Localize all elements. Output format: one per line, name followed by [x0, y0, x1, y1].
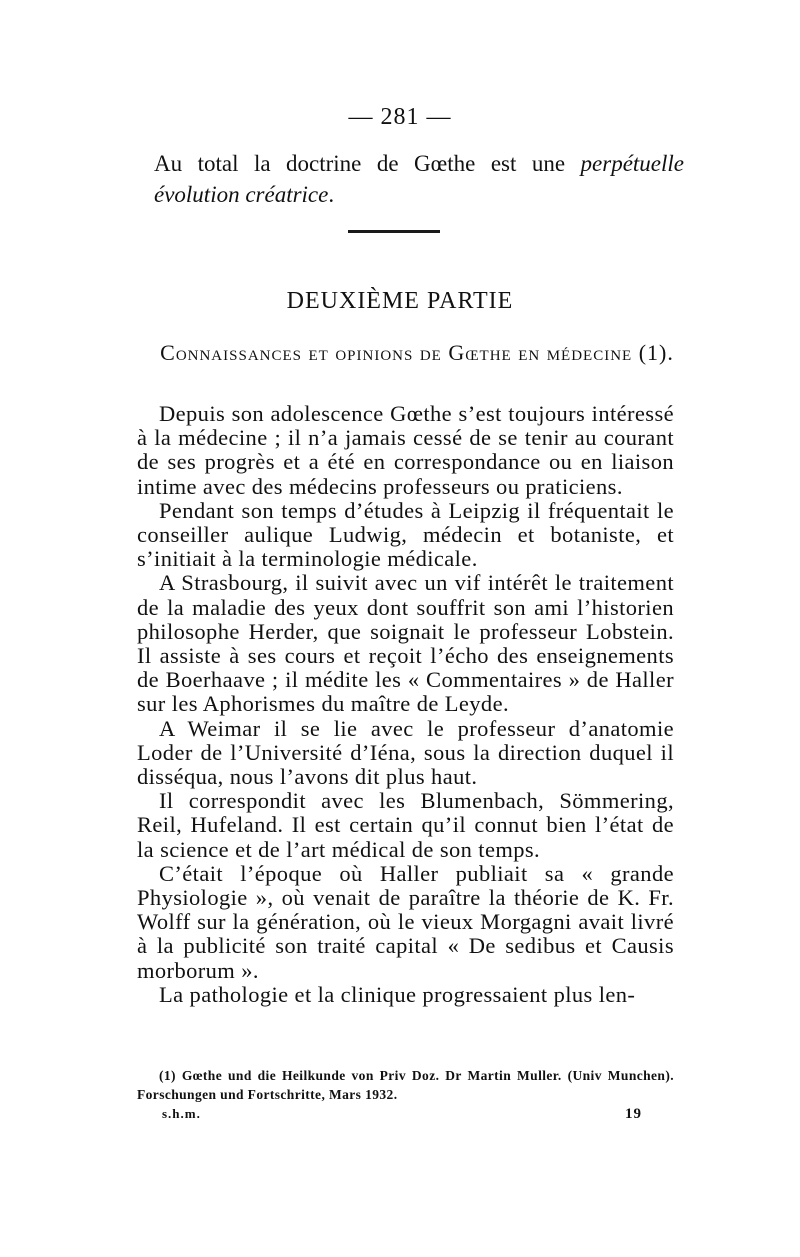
section-title: Connaissances et opinions de Gœthe en médecine (1).: [160, 340, 674, 365]
paragraph: Il correspondit avec les Blumenbach, Sömmering, Reil, Hufeland. Il est certain qu’il connut bien l’état de la science et de l’art médical de son temps.: [137, 788, 674, 862]
paragraph: Pendant son temps d’études à Leipzig il fréquentait le conseiller aulique Ludwig, médecin et botaniste, et s’initiait à la terminologie médicale.: [137, 497, 674, 572]
paragraph: C’était l’époque où Haller publiait sa « grande Physiologie », où venait de paraître la théorie de K. Fr. Wolff sur la génération, où le vieux Morgagni avait livré à la publicité son traité capital « De sedibus et Causis morborum ».: [137, 860, 674, 983]
footnotes: [137, 1066, 674, 1104]
opening-sentence: [154, 148, 684, 210]
part-title: DEUXIÈME PARTIE: [286, 288, 514, 314]
page-number: — 281 —: [348, 104, 452, 130]
opening-end: .: [328, 182, 335, 207]
signature-mark: s.h.m.: [162, 1106, 201, 1121]
paragraph: Depuis son adolescence Gœthe s’est toujours intéressé à la médecine ; il n’a jamais cessé de se tenir au courant de ses progrès et a été en correspondance ou en liaison intime avec des médecins professeurs ou praticiens.: [137, 401, 674, 499]
footnote: (1) Gœthe und die Heilkunde von Priv Doz. Dr Martin Muller. (Univ Munchen). Forschungen und Fortschritte, Mars 1932.: [137, 1068, 674, 1102]
opening-emphasis: perpétuelle évolution créatrice: [154, 151, 684, 207]
paragraph: A Weimar il se lie avec le professeur d’anatomie Loder de l’Université d’Iéna, sous la direction duquel il disséqua, nous l’avons dit plus haut.: [137, 715, 674, 790]
gathering-number: 19: [625, 1106, 642, 1122]
body-text: [137, 402, 674, 1007]
paragraph: La pathologie et la clinique progressaient plus len-: [159, 981, 636, 1007]
opening-text: Au total la doctrine de Gœthe est une: [154, 151, 581, 176]
section-divider-rule: [348, 230, 440, 233]
paragraph: A Strasbourg, il suivit avec un vif intérêt le traitement de la maladie des yeux dont souffrit son ami l’historien philosophe Herder, que soignait le professeur Lobstein. Il assiste à ses cours et reçoit l’écho des enseignements de Boerhaave ; il médite les « Commentaires » de Haller sur les Aphorismes du maître de Leyde.: [137, 570, 674, 717]
